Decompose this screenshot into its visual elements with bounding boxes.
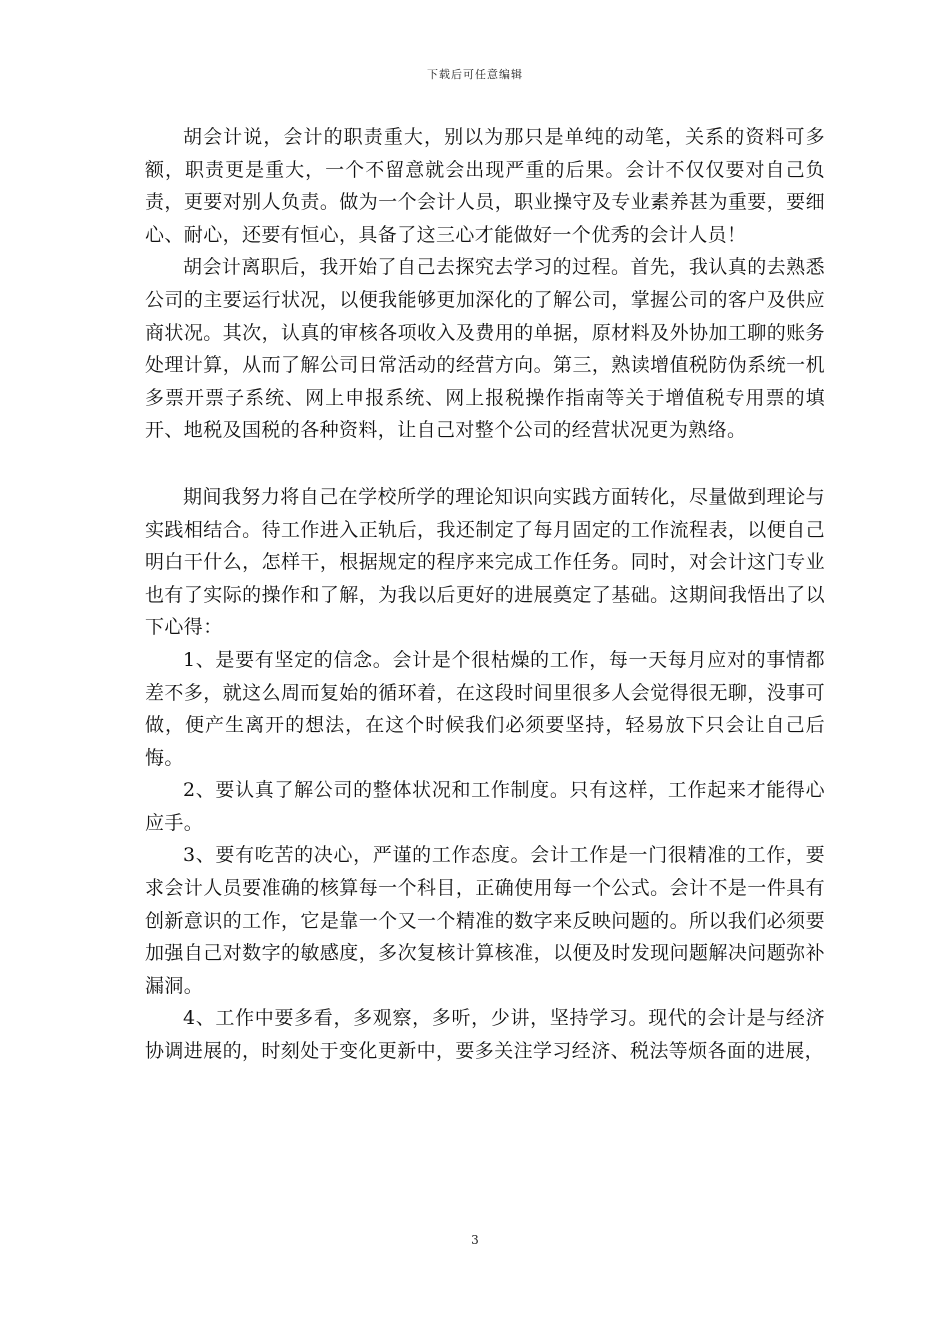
list-item: 2、要认真了解公司的整体状况和工作制度。只有这样，工作起来才能得心应手。 bbox=[145, 779, 825, 834]
list-item: 3、要有吃苦的决心，严谨的工作态度。会计工作是一门很精准的工作，要求会计人员要准确的核算每一个科目，正确使用每一个公式。会计不是一件具有创新意识的工作，它是靠一个又一个精准的数字来反映问题的。所以我们必须要加强自己对数字的敏感度，多次复核计算核准，以便及时发现问题解决问题弥补漏洞。 bbox=[145, 844, 825, 997]
list-item: 4、工作中要多看，多观察，多听，少讲，坚持学习。现代的会计是与经济协调进展的，时刻处于变化更新中，要多关注学习经济、税法等烦各面的进展， bbox=[145, 1007, 825, 1063]
paragraph: 胡会计离职后，我开始了自己去探究去学习的过程。首先，我认真的去熟悉公司的主要运行状况，以便我能够更加深化的了解公司，掌握公司的客户及供应商状况。其次，认真的审核各项收入及费用的单据，原材料及外协加工聊的账务处理计算，从而了解公司日常活动的经营方向。第三，熟读增值税防伪系统一机多票开票子系统、网上申报系统、网上报税操作指南等关于增值税专用票的填开、地税及国税的各种资料，让自己对整个公司的经营状况更为熟络。 bbox=[145, 256, 825, 442]
page-header: 下载后可任意编辑 bbox=[427, 68, 523, 81]
paragraph: 期间我努力将自己在学校所学的理论知识向实践方面转化，尽量做到理论与实践相结合。待工作进入正轨后，我还制定了每月固定的工作流程表，以便自己明白干什么，怎样干，根据规定的程序来完成工作任务。同时，对会计这门专业也有了实际的操作和了解，为我以后更好的进展奠定了基础。这期间我悟出了以下心得： bbox=[145, 485, 825, 639]
paragraph: 胡会计说，会计的职责重大，别以为那只是单纯的动笔，关系的资料可多额，职责更是重大，一个不留意就会出现严重的后果。会计不仅仅要对自己负责，更要对别人负责。做为一个会计人员，职业操守及专业素养甚为重要，要细心、耐心，还要有恒心，具备了这三心才能做好一个优秀的会计人员！ bbox=[145, 126, 825, 246]
page-number: 3 bbox=[471, 1233, 479, 1247]
paragraph-gap bbox=[145, 447, 825, 481]
document-body bbox=[145, 121, 825, 1068]
list-item: 1、是要有坚定的信念。会计是个很枯燥的工作，每一天每月应对的事情都差不多，就这么周而复始的循环着，在这段时间里很多人会觉得很无聊，没事可做，便产生离开的想法，在这个时候我们必须要坚持，轻易放下只会让自己后悔。 bbox=[145, 648, 825, 769]
